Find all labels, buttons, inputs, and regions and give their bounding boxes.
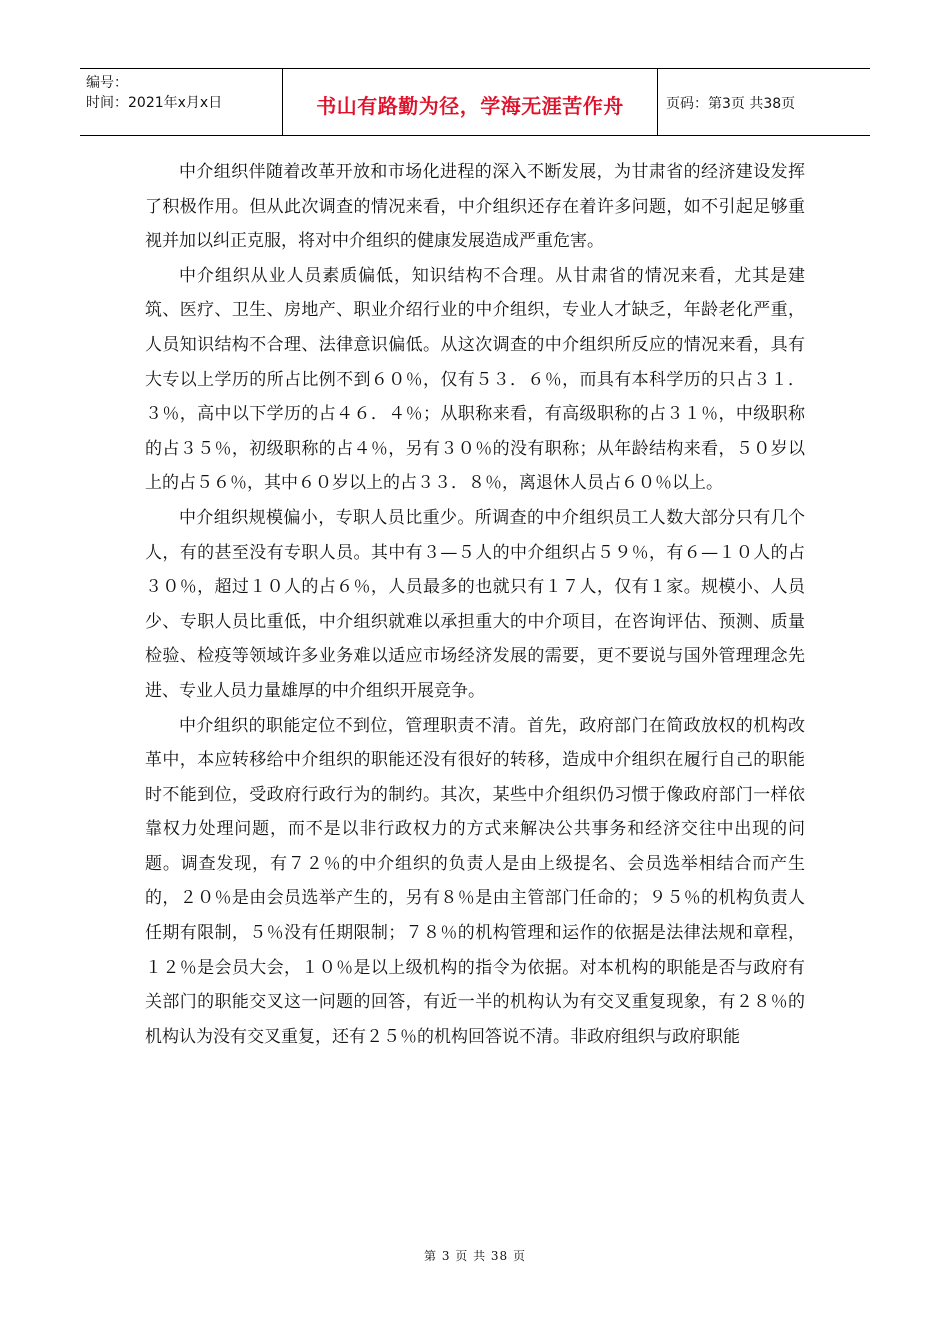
header-motto-cell: [283, 69, 658, 135]
doc-time-label: 时间：2021年x月x日: [86, 95, 223, 111]
document-body: [145, 155, 805, 1054]
paragraph: 中介组织的职能定位不到位，管理职责不清。首先，政府部门在简政放权的机构改革中，本应转移给中介组织的职能还没有很好的转移，造成中介组织在履行自己的职能时不能到位，受政府行政行为的制约。其次，某些中介组织仍习惯于像政府部门一样依靠权力处理问题，而不是以非行政权力的方式来解决公共事务和经济交往中出现的问题。调查发现，有７２％的中介组织的负责人是由上级提名、会员选举相结合而产生的，２０％是由会员选举产生的，另有８％是由主管部门任命的；９５％的机构负责人任期有限制，５％没有任期限制；７８％的机构管理和运作的依据是法律法规和章程，１２％是会员大会，１０％是以上级机构的指令为依据。对本机构的职能是否与政府有关部门的职能交叉这一问题的回答，有近一半的机构认为有交叉重复现象，有２８％的机构认为没有交叉重复，还有２５％的机构回答说不清。非政府组织与政府职能: [145, 715, 805, 1047]
paragraph: 中介组织从业人员素质偏低，知识结构不合理。从甘肃省的情况来看，尤其是建筑、医疗、卫生、房地产、职业介绍行业的中介组织，专业人才缺乏，年龄老化严重，人员知识结构不合理、法律意识偏低。从这次调查的中介组织所反应的情况来看，具有大专以上学历的所占比例不到６０％，仅有５３．６％，而具有本科学历的只占３１．３％，高中以下学历的占４６．４％；从职称来看，有高级职称的占３１％，中级职称的占３５％，初级职称的占４％，另有３０％的没有职称；从年龄结构来看，５０岁以上的占５６％，其中６０岁以上的占３３．８％，离退休人员占６０％以上。: [145, 265, 805, 494]
paragraph: 中介组织伴随着改革开放和市场化进程的深入不断发展，为甘肃省的经济建设发挥了积极作用。但从此次调查的情况来看，中介组织还存在着许多问题，如不引起足够重视并加以纠正克服，将对中介组织的健康发展造成严重危害。: [145, 162, 805, 252]
page-header: [80, 68, 870, 136]
paragraph: 中介组织规模偏小，专职人员比重少。所调查的中介组织员工人数大部分只有几个人，有的甚至没有专职人员。其中有３—５人的中介组织占５９％，有６—１０人的占３０％，超过１０人的占６％，人员最多的也就只有１７人，仅有１家。规模小、人员少、专职人员比重低，中介组织就难以承担重大的中介项目，在咨询评估、预测、质量检验、检疫等领域许多业务难以适应市场经济发展的需要，更不要说与国外管理理念先进、专业人员力量雄厚的中介组织开展竞争。: [145, 507, 805, 701]
doc-number-label: 编号：: [86, 75, 128, 91]
header-meta: [80, 69, 283, 135]
header-motto: 书山有路勤为径，学海无涯苦作舟: [316, 93, 624, 118]
header-page-info: 页码：第3页 共38页: [666, 96, 796, 112]
page-footer: 第 3 页 共 38 页: [424, 1249, 526, 1263]
